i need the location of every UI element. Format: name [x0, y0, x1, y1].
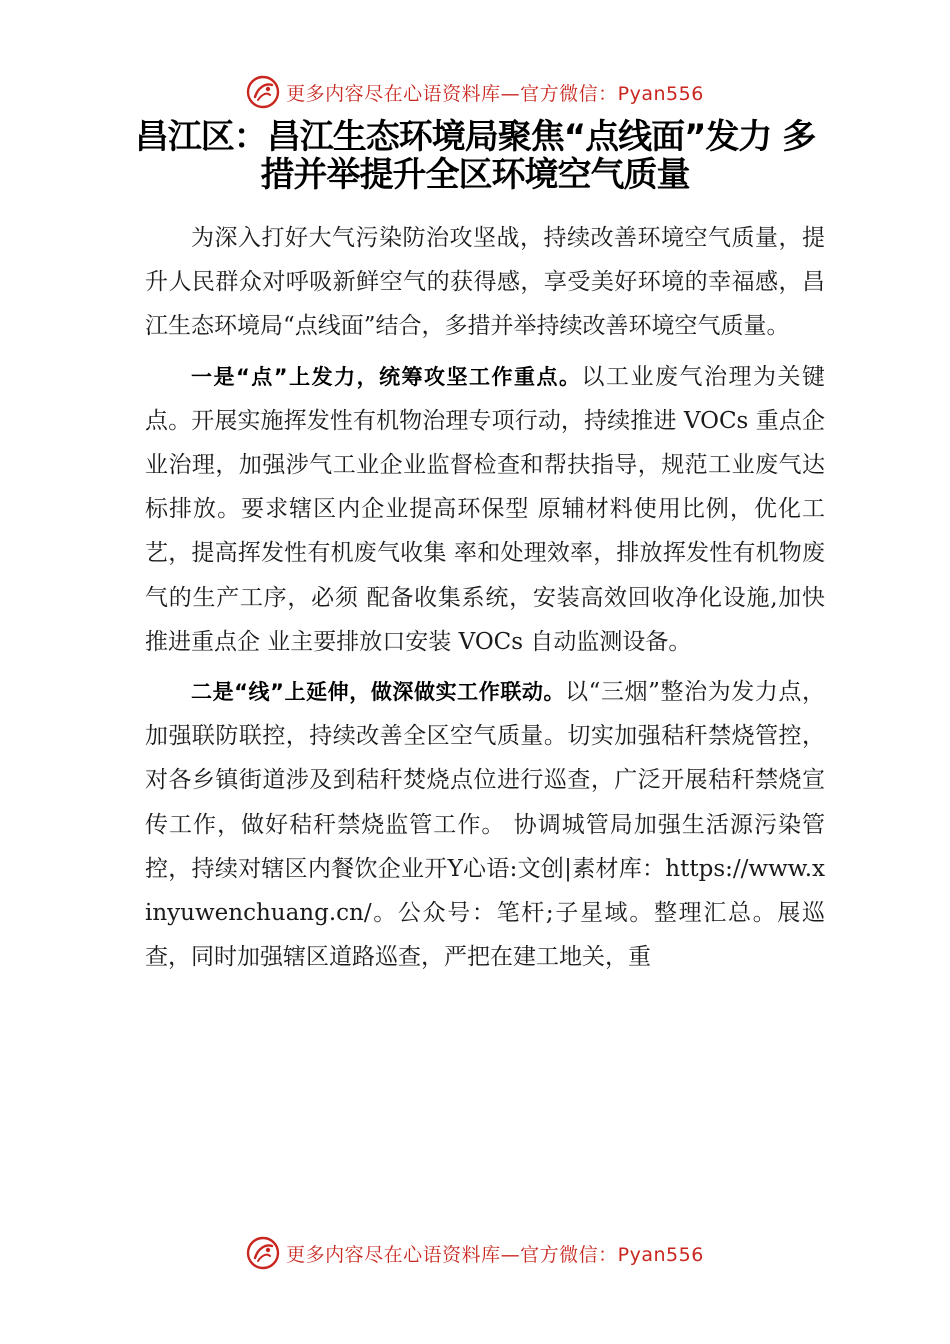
paragraph-point [145, 355, 825, 664]
footer-banner [0, 1233, 950, 1273]
paragraph-line [145, 670, 825, 979]
paragraph-line-lead: 二是“线”上延伸，做深做实工作联动。 [191, 680, 566, 705]
paragraph-line-text: 以“三烟”整治为发力点，加强联防联控，持续改善全区空气质量。切实加强秸秆禁烧管控，对各乡镇街道涉及到秸秆焚烧点位进行巡查，广泛开展秸秆禁烧宣传工作，做好秸秆禁烧监管工作。 协调城管局加强生活源污染管控，持续对辖区内餐饮企业开Y心语:文创|素材库：https://www.xinyuwenchuang.cn/。公众号：笔杆;子星域。整理汇总。展巡查，同时加强辖区道路巡查，严把在建工地关，重 [145, 679, 825, 971]
footer-banner-text: 更多内容尽在心语资料库—官方微信：Pyan556 [286, 1243, 704, 1266]
header-banner-text: 更多内容尽在心语资料库—官方微信：Pyan556 [286, 82, 704, 105]
article-body [145, 216, 825, 985]
logo-icon [246, 75, 280, 109]
intro-paragraph: 为深入打好大气污染防治攻坚战，持续改善环境空气质量，提升人民群众对呼吸新鲜空气的获得感，享受美好环境的幸福感，昌江生态环境局“点线面”结合，多措并举持续改善环境空气质量。 [145, 225, 825, 340]
paragraph-point-text: 以工业废气治理为关键点。开展实施挥发性有机物治理专项行动，持续推进 VOCs 重点企业治理，加强涉气工业企业监督检查和帮扶指导，规范工业废气达标排放。要求辖区内企业提高环保型 原辅材料使用比例，优化工艺，提高挥发性有机废气收集 率和处理效率，排放挥发性有机物废气的生产工序，必须 配备收集系统，安装高效回收净化设施,加快推进重点企 业主要排放口安装 VOCs 自动监测设备。 [145, 363, 825, 655]
header-banner [0, 72, 950, 112]
logo-icon [246, 1236, 280, 1270]
paragraph-point-lead: 一是“点”上发力，统筹攻坚工作重点。 [191, 364, 582, 389]
page-title: 昌江区：昌江生态环境局聚焦“点线面”发力 多措并举提升全区环境空气质量 [134, 117, 816, 195]
